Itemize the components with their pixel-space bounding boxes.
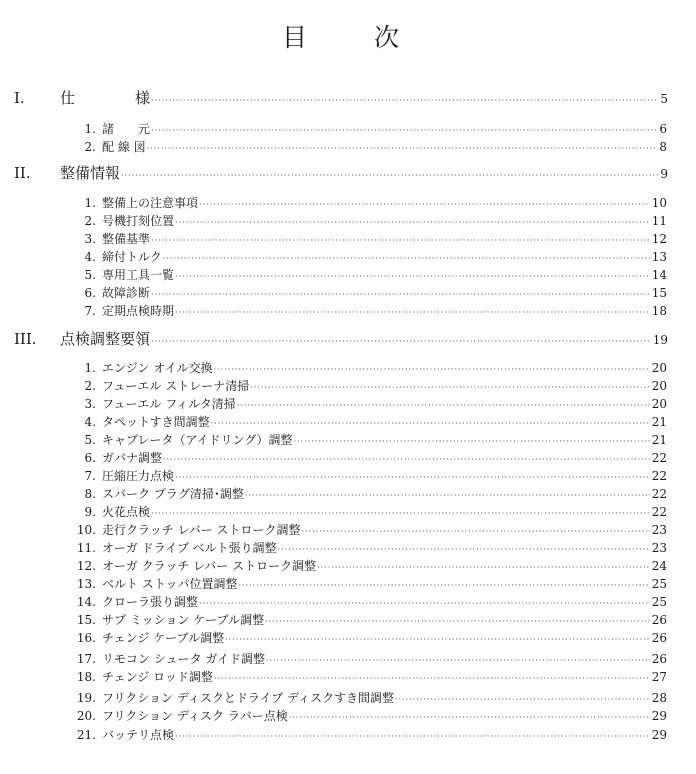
item-number: 2. (84, 379, 96, 393)
dot-leader (317, 563, 650, 572)
toc-item[interactable] (68, 485, 667, 502)
toc-item[interactable] (68, 689, 667, 706)
item-number: 15. (76, 613, 96, 627)
dot-leader (266, 656, 650, 665)
item-title: オーガ ドライブ ベルト張り調整 (102, 541, 277, 555)
toc-item[interactable] (68, 503, 667, 520)
item-number: 3. (84, 397, 96, 411)
item-title: 定期点検時期 (102, 304, 175, 318)
dot-leader (151, 509, 650, 518)
title-char-1: 目 (282, 23, 308, 52)
dot-leader (151, 236, 650, 245)
item-number: 11. (76, 541, 96, 555)
item-number: 21. (76, 728, 96, 742)
item-title: エンジン オイル交換 (102, 361, 213, 375)
page-number: 24 (651, 559, 667, 573)
page-number: 21 (651, 433, 667, 447)
toc-section[interactable] (14, 328, 668, 349)
page-number: 26 (651, 631, 667, 645)
item-title: フリクション ディスクとドライブ ディスクすき間調整 (102, 691, 395, 705)
toc-item[interactable] (68, 539, 667, 556)
item-number: 4. (84, 250, 96, 264)
item-title: サブ ミッション ケーブル調整 (102, 613, 265, 627)
item-title: 圧縮圧力点検 (102, 469, 175, 483)
page-number: 14 (651, 268, 667, 282)
section-number: III. (14, 330, 37, 348)
item-number: 14. (76, 595, 96, 609)
item-title: タペットすき間調整 (102, 415, 210, 429)
toc-item[interactable] (68, 467, 667, 484)
page-number: 13 (651, 250, 667, 264)
toc-item[interactable] (68, 449, 667, 466)
item-number: 10. (76, 523, 96, 537)
item-number: 12. (76, 559, 96, 573)
toc-item[interactable] (68, 521, 667, 538)
toc-item[interactable] (68, 266, 667, 283)
item-title: 締付トルク (102, 250, 162, 264)
toc-item[interactable] (68, 230, 667, 247)
dot-leader (265, 617, 650, 626)
item-title: 故障診断 (102, 286, 151, 300)
item-title: バッテリ点検 (102, 728, 175, 742)
dot-leader (175, 272, 650, 281)
page-number: 10 (651, 196, 667, 210)
item-title: ガバナ調整 (102, 451, 163, 465)
item-number: 6. (84, 286, 96, 300)
page-number: 20 (651, 361, 667, 375)
dot-leader (294, 437, 650, 446)
item-number: 2. (84, 214, 96, 228)
item-title: オーガ クラッチ レバー ストローク調整 (102, 559, 317, 573)
item-number: 20. (76, 709, 96, 723)
page-number: 19 (652, 333, 668, 347)
item-number: 5. (84, 433, 96, 447)
item-title: フューエル ストレーナ清掃 (102, 379, 250, 393)
item-number: 18. (76, 670, 96, 684)
toc-item[interactable] (68, 248, 667, 265)
dot-leader (199, 599, 650, 608)
item-number: 3. (84, 232, 96, 246)
dot-leader (211, 419, 650, 428)
page-number: 12 (651, 232, 667, 246)
dot-leader (175, 732, 650, 741)
item-title: クローラ張り調整 (102, 595, 199, 609)
page-number: 26 (651, 652, 667, 666)
page-number: 15 (651, 286, 667, 300)
toc-item[interactable] (68, 431, 667, 448)
dot-leader (151, 337, 651, 346)
item-title: 号機打刻位置 (102, 214, 175, 228)
page-number: 22 (651, 487, 667, 501)
item-title: 専用工具一覧 (102, 268, 175, 282)
page-number: 28 (651, 691, 667, 705)
page-number: 26 (651, 613, 667, 627)
dot-leader (121, 171, 658, 180)
dot-leader (289, 713, 650, 722)
item-title: 火花点検 (102, 505, 151, 519)
dot-leader (238, 581, 649, 590)
item-number: 7. (84, 304, 96, 318)
dot-leader (147, 144, 658, 153)
section-number: II. (14, 164, 31, 182)
item-number: 17. (76, 652, 96, 666)
toc-item[interactable] (68, 629, 667, 646)
item-title: フリクション ディスク ラバー点検 (102, 709, 288, 723)
item-number: 2. (84, 140, 96, 154)
toc-item[interactable] (68, 593, 667, 610)
item-title: フューエル フィルタ清掃 (102, 397, 236, 411)
item-title: 整備基準 (102, 232, 151, 246)
toc-item[interactable] (68, 413, 667, 430)
item-title: 走行クラッチ レバー ストローク調整 (102, 523, 301, 537)
dot-leader (175, 473, 650, 482)
dot-leader (151, 126, 657, 135)
page-number: 6 (659, 122, 667, 136)
toc-item[interactable] (68, 726, 667, 743)
toc-item[interactable] (68, 395, 667, 412)
item-title: ベルト ストッパ位置調整 (102, 577, 238, 591)
dot-leader (163, 455, 650, 464)
item-title: 整備上の注意事項 (102, 196, 199, 210)
page-number: 11 (651, 214, 667, 228)
dot-leader (214, 674, 650, 683)
toc-item[interactable] (68, 611, 667, 628)
dot-leader (151, 96, 658, 105)
toc-item[interactable] (68, 138, 667, 155)
item-title: リモコン シュータ ガイド調整 (102, 652, 266, 666)
item-number: 19. (76, 691, 96, 705)
toc-item[interactable] (68, 284, 667, 301)
toc-item[interactable] (68, 302, 667, 319)
item-number: 5. (84, 268, 96, 282)
page-number: 5 (660, 92, 668, 106)
item-title: スパーク プラグ清掃･調整 (102, 487, 244, 501)
item-number: 13. (76, 577, 96, 591)
item-number: 4. (84, 415, 96, 429)
page-number: 21 (651, 415, 667, 429)
dot-leader (199, 200, 650, 209)
item-number: 1. (84, 122, 96, 136)
dot-leader (151, 290, 650, 299)
dot-leader (237, 401, 650, 410)
dot-leader (225, 635, 650, 644)
section-title: 仕 様 (60, 89, 151, 107)
page-number: 22 (651, 505, 667, 519)
page-number: 20 (651, 379, 667, 393)
section-title: 整備情報 (60, 164, 121, 182)
page-title (0, 18, 696, 52)
toc-item[interactable] (68, 212, 667, 229)
toc-item[interactable] (68, 650, 667, 667)
page-number: 29 (651, 709, 667, 723)
dot-leader (302, 527, 650, 536)
dot-leader (278, 545, 650, 554)
dot-leader (163, 254, 650, 263)
toc-item[interactable] (68, 359, 667, 376)
page-number: 9 (660, 167, 668, 181)
item-title: キャブレータ（アイドリング）調整 (102, 433, 293, 447)
page-number: 8 (659, 140, 667, 154)
item-number: 7. (84, 469, 96, 483)
item-number: 8. (84, 487, 96, 501)
toc-item[interactable] (68, 668, 667, 685)
dot-leader (175, 308, 650, 317)
page-number: 23 (651, 541, 667, 555)
page-number: 25 (651, 577, 667, 591)
item-title: 配 線 図 (102, 140, 146, 154)
toc-section[interactable] (14, 162, 668, 183)
page-number: 22 (651, 469, 667, 483)
item-number: 9. (84, 505, 96, 519)
page-number: 20 (651, 397, 667, 411)
item-number: 16. (76, 631, 96, 645)
toc-item[interactable] (68, 120, 667, 137)
item-title: チェンジ ケーブル調整 (102, 631, 225, 645)
title-char-2: 次 (374, 23, 400, 52)
toc-section[interactable] (14, 87, 668, 108)
toc-item[interactable] (68, 707, 667, 724)
toc-item[interactable] (68, 194, 667, 211)
item-title: 諸 元 (102, 122, 151, 136)
dot-leader (175, 218, 650, 227)
toc-item[interactable] (68, 557, 667, 574)
section-number: I. (14, 89, 25, 107)
section-title: 点検調整要領 (60, 330, 151, 348)
item-number: 6. (84, 451, 96, 465)
page-number: 29 (651, 728, 667, 742)
dot-leader (214, 365, 650, 374)
page-number: 25 (651, 595, 667, 609)
page-number: 22 (651, 451, 667, 465)
dot-leader (245, 491, 650, 500)
dot-leader (250, 383, 650, 392)
item-title: チェンジ ロッド調整 (102, 670, 213, 684)
item-number: 1. (84, 361, 96, 375)
toc-item[interactable] (68, 575, 667, 592)
page-number: 23 (651, 523, 667, 537)
dot-leader (395, 695, 650, 704)
page-number: 27 (651, 670, 667, 684)
toc-item[interactable] (68, 377, 667, 394)
item-number: 1. (84, 196, 96, 210)
page-number: 18 (651, 304, 667, 318)
